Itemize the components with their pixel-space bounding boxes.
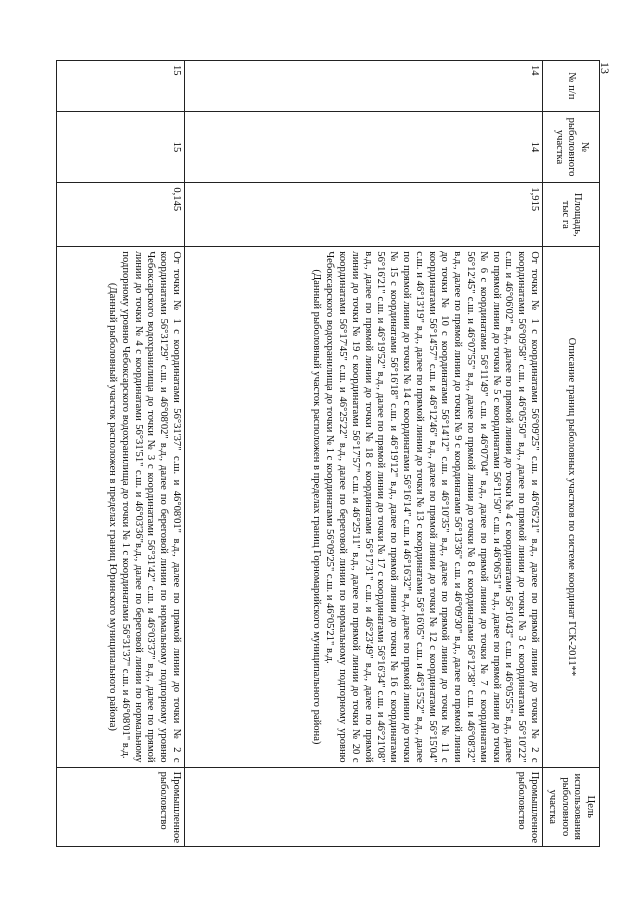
page-number: 13 — [598, 62, 612, 74]
cell-num: 15 — [57, 61, 185, 112]
header-site-number: № рыболовного участка — [543, 111, 600, 183]
cell-description — [57, 247, 185, 767]
cell-description — [185, 247, 543, 767]
table-row — [185, 61, 543, 847]
cell-site-number: 14 — [185, 111, 543, 183]
cell-purpose: Промышленное рыболовство — [185, 767, 543, 846]
location-note: (Данный рыболовный участок расположен в пределах границ Юринского муниципального района) — [107, 282, 119, 731]
header-area: Площадь, тыс га — [543, 183, 600, 247]
fishing-sites-table — [56, 60, 600, 847]
rotated-table-container — [55, 60, 600, 847]
boundary-description: От точки № 1 с координатами 56°09'25" с.ш. и 46°05'21" в.д., далее по прямой линии до точки № 2 с координатами 56°09'58" с.ш. и 46°05'50" в.д., далее по прямой линии до точки № 3 с координатами 56°10'22" с.ш. и 46°06'02" в.д., далее по прямой линии до точки № 4 с координатами 56°10'43" с.ш. и 46°05'55" в.д., далее по прямой линии до точки № 5 с координатами 56°11'50" с.ш. и 46°06'51" в.д., далее по прямой линии до точки № 6 с координатами 56°11'49" с.ш. и 46°07'04" в.д., далее по прямой линии до точки № 7 с координатами 56°12'45" с.ш. и 46°07'55" в.д., далее по прямой линии до точки № 8 с координатами 56°12'38" с.ш. и 46°08'32" в.д., далее по прямой линии до точки № 9 с координатами 56°13'36" с.ш. и 46°09'30" в.д., далее по прямой линии до точки № 10 с координатами 56°14'12" с.ш. и 46°10'35" в.д., далее по прямой линии до точки № 11 с координатами 56°14'57" с.ш. и 46°12'46" в.д., далее по прямой линии до точки № 12 с координатами 56°15'04" с.ш. и 46°13'19" в.д., далее по прямой линии до точки № 13 с координатами 56°16'05" с.ш. и 46°15'52" в.д., далее по прямой линии до точки № 14 с координатами 56°16'14" с.ш. и 46°16'32" в.д., далее по прямой линии до точки № 15 с координатами 56°16'18" с.ш. и 46°19'12" в.д., далее по прямой линии до точки № 16 с координатами 56°16'21" с.ш. и 46°19'52" в.д., далее по прямой линии до точки № 17 с координатами 56°16'34" с.ш. и 46°21'08" в.д., далее по прямой линии до точки № 18 с координатами 56°17'31" с.ш. и 46°23'49" в.д., далее по прямой линии до точки № 19 с координатами 56°17'57" с.ш. и 46°25'11" в.д., далее по прямой линии до точки № 20 с координатами 56°17'45" с.ш. и 46°25'22" в.д., далее по береговой линии по нормальному подпорному уровню Чебоксарского водохранилища до точки № 1 с координатами 56°09'25" с.ш. и 46°05'21" в.д. — [324, 251, 540, 763]
header-description: Описание границ рыболовных участков по системе координат ГСК-2011** — [543, 247, 600, 767]
header-purpose: Цель использования рыболовного участка — [543, 767, 600, 846]
table-header-row — [543, 61, 600, 847]
header-num: № п/п — [543, 61, 600, 112]
cell-num: 14 — [185, 61, 543, 112]
cell-area: 1,915 — [185, 183, 543, 247]
table-row — [57, 61, 185, 847]
cell-purpose: Промышленное рыболовство — [57, 767, 185, 846]
cell-site-number: 15 — [57, 111, 185, 183]
boundary-description: От точки № 1 с координатами 56°31'37" с.ш. и 46°08'01" в.д., далее по прямой линии до точки № 2 с координатами 56°31'29" с.ш. и 46°08'02" в.д., далее по береговой линии по нормальному подпорному уровню Чебоксарского водохранилища до точки № 3 с координатами 56°31'42" с.ш. и 46°03'37" в.д., далее по прямой линии до точки № 4 с координатами 56°31'51" с.ш. и 46°03'36"в.д., далее по береговой линии по нормальному подпорному уровню Чебоксарского водохранилища до точки № 1 с координатами 56°31'37" с.ш. и 46°08'01" в.д. — [119, 251, 182, 763]
cell-area: 0,145 — [57, 183, 185, 247]
location-note: (Данный рыболовный участок расположен в пределах границ Горномарийского муниципального района) — [311, 269, 323, 745]
